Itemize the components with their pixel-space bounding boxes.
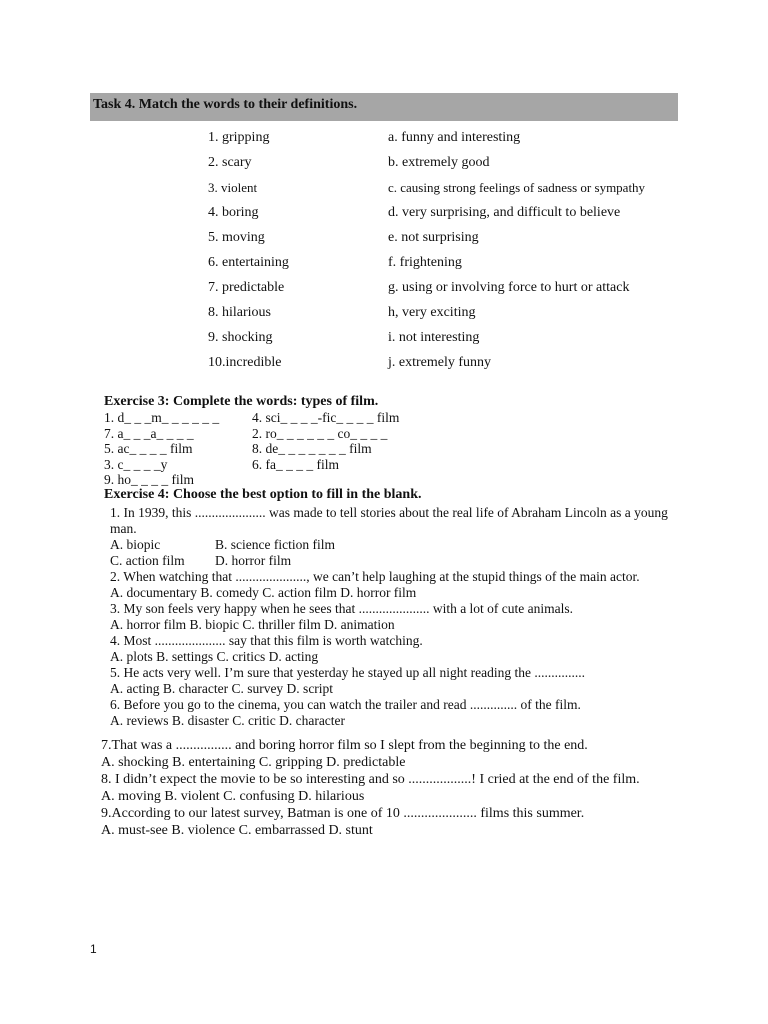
match-definition: f. frightening bbox=[388, 255, 462, 270]
question-text: 8. I didn’t expect the movie to be so interesting and so ..................! I cried at the end of the film. bbox=[101, 772, 640, 787]
exercise3-item: 2. ro_ _ _ _ _ _ co_ _ _ _ bbox=[252, 426, 388, 441]
match-row bbox=[208, 205, 678, 225]
answer-options: A. reviews B. disaster C. critic D. character bbox=[110, 713, 346, 728]
answer-options: A. shocking B. entertaining C. gripping D. predictable bbox=[101, 755, 406, 770]
match-row bbox=[208, 355, 678, 375]
match-word: 10.incredible bbox=[208, 355, 282, 370]
match-definition: e. not surprising bbox=[388, 230, 479, 245]
exercise3-item: 4. sci_ _ _ _-fic_ _ _ _ film bbox=[252, 410, 400, 425]
match-row bbox=[208, 305, 678, 325]
match-definition: h, very exciting bbox=[388, 305, 476, 320]
match-word: 4. boring bbox=[208, 205, 259, 220]
match-row bbox=[208, 330, 678, 350]
answer-options: A. must-see B. violence C. embarrassed D. stunt bbox=[101, 823, 373, 838]
question-text: 7.That was a ................ and boring horror film so I slept from the beginning to the end. bbox=[101, 738, 588, 753]
match-word: 9. shocking bbox=[208, 330, 273, 345]
question-text: 5. He acts very well. I’m sure that yesterday he stayed up all night reading the ............... bbox=[110, 665, 585, 680]
match-word: 5. moving bbox=[208, 230, 265, 245]
match-word: 6. entertaining bbox=[208, 255, 289, 270]
question-text: 4. Most ..................... say that this film is worth watching. bbox=[110, 633, 423, 648]
answer-option: B. science fiction film bbox=[215, 537, 335, 552]
task4-title: Task 4. Match the words to their definitions. bbox=[90, 93, 678, 121]
answer-options: A. documentary B. comedy C. action film D. horror film bbox=[110, 585, 417, 600]
match-word: 3. violent bbox=[208, 180, 258, 195]
answer-options: A. plots B. settings C. critics D. acting bbox=[110, 649, 319, 664]
match-row bbox=[208, 280, 678, 300]
match-word: 1. gripping bbox=[208, 130, 270, 145]
match-row bbox=[208, 255, 678, 275]
exercise3-item: 8. de_ _ _ _ _ _ _ film bbox=[252, 441, 372, 456]
exercise3-item: 3. c_ _ _ _y bbox=[104, 457, 168, 472]
question-text: 6. Before you go to the cinema, you can watch the trailer and read .............. of the film. bbox=[110, 697, 581, 712]
match-row bbox=[208, 130, 678, 150]
exercise3-item: 1. d_ _ _m_ _ _ _ _ _ bbox=[104, 410, 220, 425]
match-word: 7. predictable bbox=[208, 280, 285, 295]
page-number: 1 bbox=[90, 942, 97, 956]
question-text: man. bbox=[110, 521, 137, 536]
match-definition: b. extremely good bbox=[388, 155, 490, 170]
exercise3-item: 9. ho_ _ _ _ film bbox=[104, 472, 194, 487]
match-definition: c. causing strong feelings of sadness or sympathy bbox=[388, 180, 646, 195]
exercise3-title: Exercise 3: Complete the words: types of film. bbox=[104, 394, 379, 409]
exercise3-item: 5. ac_ _ _ _ film bbox=[104, 441, 193, 456]
match-row bbox=[208, 155, 678, 175]
answer-options: A. horror film B. biopic C. thriller film D. animation bbox=[110, 617, 395, 632]
match-word: 2. scary bbox=[208, 155, 252, 170]
answer-option: C. action film bbox=[110, 553, 185, 568]
question-text: 1. In 1939, this ..................... was made to tell stories about the real life of Abraham Lincoln as a young bbox=[110, 505, 668, 520]
question-text: 3. My son feels very happy when he sees that ..................... with a lot of cute animals. bbox=[110, 601, 574, 616]
exercise3-item: 6. fa_ _ _ _ film bbox=[252, 457, 339, 472]
match-definition: d. very surprising, and difficult to believe bbox=[388, 205, 621, 220]
match-row bbox=[208, 230, 678, 250]
exercise3-item: 7. a_ _ _a_ _ _ _ bbox=[104, 426, 194, 441]
match-definition: g. using or involving force to hurt or attack bbox=[388, 280, 630, 295]
match-definition: a. funny and interesting bbox=[388, 130, 521, 145]
match-word: 8. hilarious bbox=[208, 305, 271, 320]
match-definition: j. extremely funny bbox=[388, 355, 492, 370]
question-text: 2. When watching that ....................., we can’t help laughing at the stupid things of the main actor. bbox=[110, 569, 640, 584]
exercise4-title: Exercise 4: Choose the best option to fill in the blank. bbox=[104, 487, 422, 502]
match-definition: i. not interesting bbox=[388, 330, 480, 345]
match-row bbox=[208, 180, 678, 200]
answer-option: A. biopic bbox=[110, 537, 161, 552]
answer-options: A. moving B. violent C. confusing D. hilarious bbox=[101, 789, 365, 804]
answer-option: D. horror film bbox=[215, 553, 292, 568]
answer-options: A. acting B. character C. survey D. script bbox=[110, 681, 334, 696]
question-text: 9.According to our latest survey, Batman is one of 10 ..................... films this summer. bbox=[101, 806, 585, 821]
